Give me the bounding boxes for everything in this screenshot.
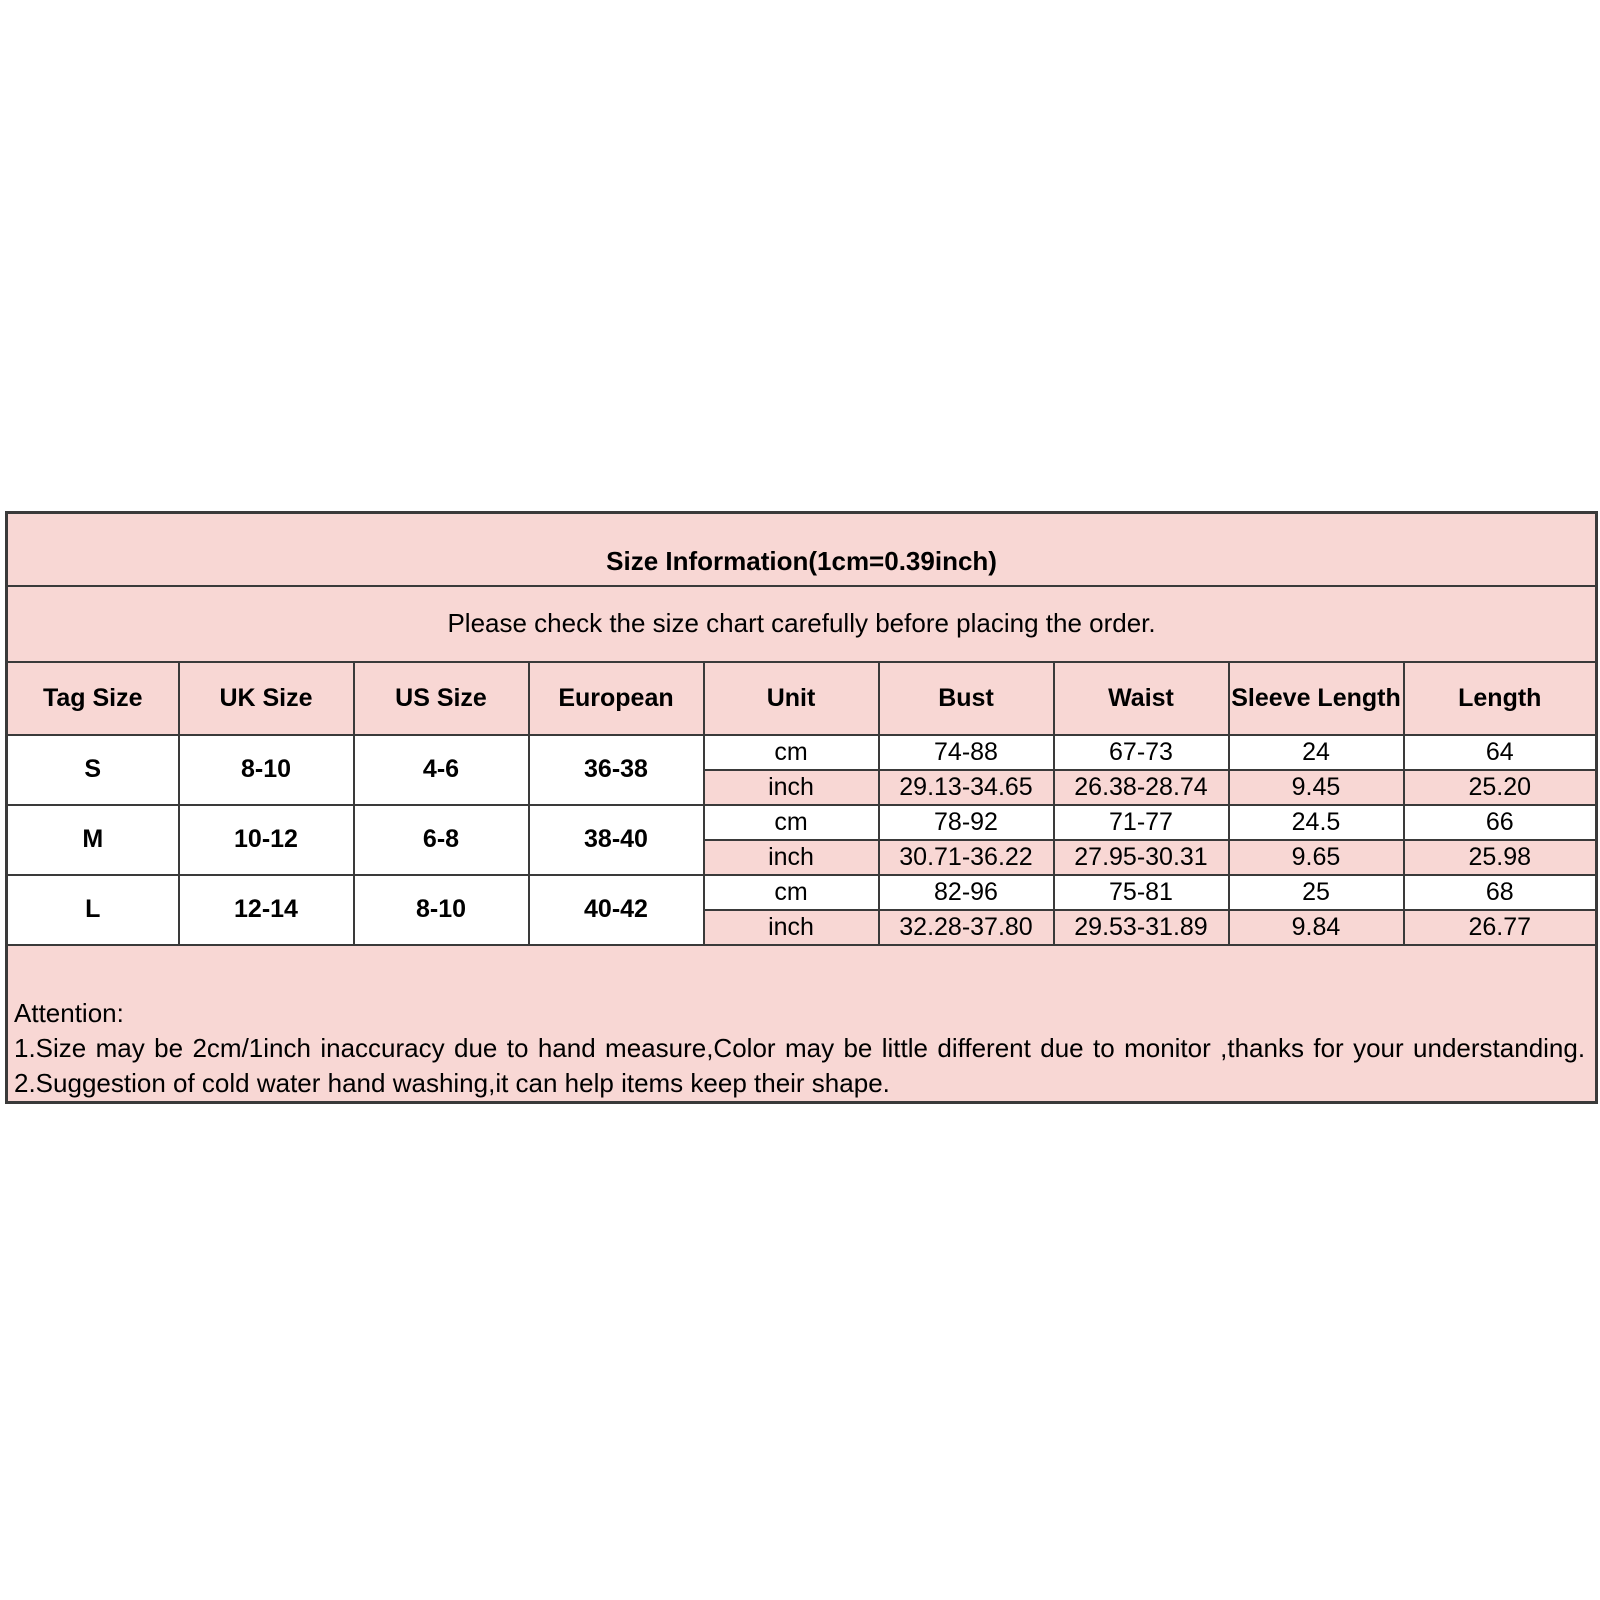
cell-s-cm-sleeve: 24 [1229, 735, 1404, 770]
header-cell-uk-size: UK Size [179, 662, 354, 735]
attention-heading: Attention: [14, 997, 124, 1028]
cell-s-inch-waist: 26.38-28.74 [1054, 770, 1229, 805]
cell-m-inch-sleeve: 9.65 [1229, 840, 1404, 875]
cell-m-inch-waist: 27.95-30.31 [1054, 840, 1229, 875]
cell-l-tag: L [7, 875, 179, 945]
cell-l-us: 8-10 [354, 875, 529, 945]
cell-m-cm-unit: cm [704, 805, 879, 840]
cell-s-inch-length: 25.20 [1404, 770, 1597, 805]
cell-l-inch-sleeve: 9.84 [1229, 910, 1404, 945]
cell-m-cm-bust: 78-92 [879, 805, 1054, 840]
cell-s-inch-unit: inch [704, 770, 879, 805]
cell-l-cm-bust: 82-96 [879, 875, 1054, 910]
cell-l-inch-unit: inch [704, 910, 879, 945]
header-cell-tag-size: Tag Size [7, 662, 179, 735]
cell-s-tag: S [7, 735, 179, 805]
title-row [7, 513, 1597, 586]
cell-s-cm-length: 64 [1404, 735, 1597, 770]
row-m-cm [7, 805, 1597, 840]
header-cell-bust: Bust [879, 662, 1054, 735]
cell-l-inch-bust: 32.28-37.80 [879, 910, 1054, 945]
cell-l-inch-waist: 29.53-31.89 [1054, 910, 1229, 945]
cell-s-eu: 36-38 [529, 735, 704, 805]
header-cell-us-size: US Size [354, 662, 529, 735]
attention-row [7, 945, 1597, 1103]
cell-m-cm-waist: 71-77 [1054, 805, 1229, 840]
attention-line-1: 1.Size may be 2cm/1inch inaccuracy due to hand measure,Color may be little different due to monitor ,thanks for your understanding. [14, 1032, 1586, 1063]
cell-m-us: 6-8 [354, 805, 529, 875]
header-cell-european: European [529, 662, 704, 735]
cell-m-inch-bust: 30.71-36.22 [879, 840, 1054, 875]
cell-s-inch-sleeve: 9.45 [1229, 770, 1404, 805]
row-l-cm [7, 875, 1597, 910]
cell-s-cm-bust: 74-88 [879, 735, 1054, 770]
cell-s-inch-bust: 29.13-34.65 [879, 770, 1054, 805]
cell-s-uk: 8-10 [179, 735, 354, 805]
cell-m-uk: 10-12 [179, 805, 354, 875]
cell-l-cm-sleeve: 25 [1229, 875, 1404, 910]
cell-m-cm-sleeve: 24.5 [1229, 805, 1404, 840]
header-cell-waist: Waist [1054, 662, 1229, 735]
header-cell-unit: Unit [704, 662, 879, 735]
cell-l-cm-length: 68 [1404, 875, 1597, 910]
cell-l-cm-waist: 75-81 [1054, 875, 1229, 910]
size-chart-table [5, 511, 1598, 1104]
subtitle-row [7, 586, 1597, 662]
cell-m-cm-length: 66 [1404, 805, 1597, 840]
cell-m-inch-unit: inch [704, 840, 879, 875]
attention-line-2: 2.Suggestion of cold water hand washing,it can help items keep their shape. [14, 1067, 890, 1098]
header-row [7, 662, 1597, 735]
cell-l-cm-unit: cm [704, 875, 879, 910]
cell-m-inch-length: 25.98 [1404, 840, 1597, 875]
cell-l-eu: 40-42 [529, 875, 704, 945]
attention-block [7, 945, 1597, 1103]
cell-s-cm-waist: 67-73 [1054, 735, 1229, 770]
header-cell-sleeve-length: Sleeve Length [1229, 662, 1404, 735]
chart-title: Size Information(1cm=0.39inch) [7, 513, 1597, 586]
chart-subtitle: Please check the size chart carefully before placing the order. [7, 586, 1597, 662]
cell-l-inch-length: 26.77 [1404, 910, 1597, 945]
header-cell-length: Length [1404, 662, 1597, 735]
cell-m-eu: 38-40 [529, 805, 704, 875]
cell-l-uk: 12-14 [179, 875, 354, 945]
cell-s-us: 4-6 [354, 735, 529, 805]
cell-m-tag: M [7, 805, 179, 875]
row-s-cm [7, 735, 1597, 770]
cell-s-cm-unit: cm [704, 735, 879, 770]
